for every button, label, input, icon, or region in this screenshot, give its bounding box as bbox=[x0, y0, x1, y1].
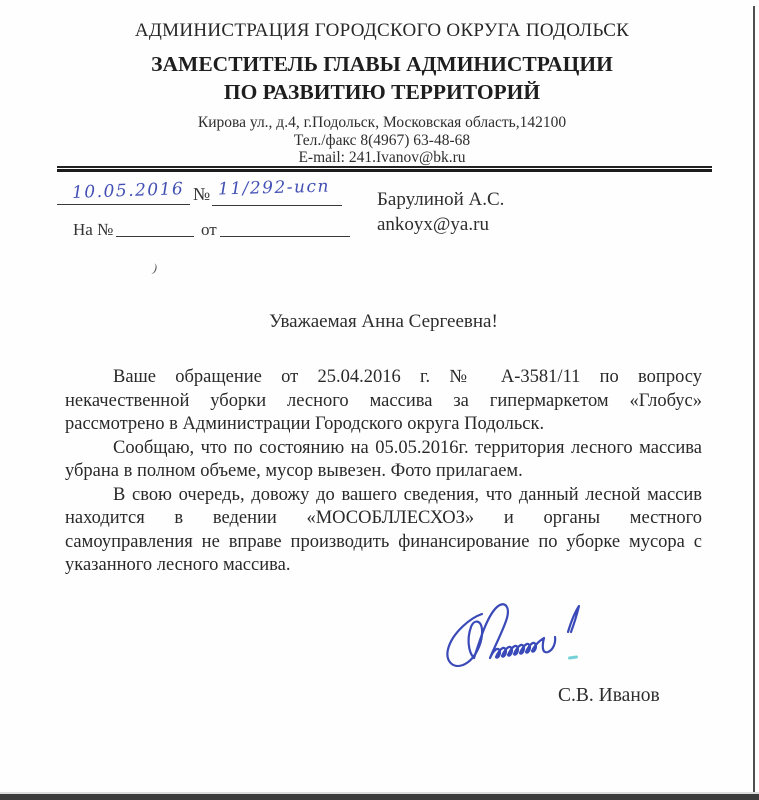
body-line: самоуправления не вправе производить финансирование по уборке мусора с bbox=[65, 531, 702, 552]
contact-block bbox=[0, 114, 759, 167]
addressee-block bbox=[377, 187, 504, 237]
email-address: E-mail: 241.Ivanov@bk.ru bbox=[298, 149, 466, 166]
body-line: некачественной уборки лесного массива за гипермаркетом «Глобус» bbox=[65, 390, 702, 411]
signature-stroke bbox=[447, 614, 482, 666]
signer-name: С.В. Иванов bbox=[558, 685, 660, 706]
number-sign-label: № bbox=[193, 184, 211, 204]
department-title bbox=[0, 51, 759, 106]
addressee-name: Барулиной А.С. bbox=[377, 189, 505, 210]
body-line: Ваше обращение от 25.04.2016 г. № А-3581/11 по вопросу bbox=[113, 367, 702, 387]
body-line: рассмотрено в Администрации Городского округа Подольск. bbox=[65, 414, 545, 434]
paragraph-2 bbox=[65, 437, 702, 484]
paragraph-3 bbox=[65, 484, 702, 578]
department-title-line1: ЗАМЕСТИТЕЛЬ ГЛАВЫ АДМИНИСТРАЦИИ bbox=[151, 52, 613, 76]
handwritten-date: 10.05.2016 bbox=[71, 179, 185, 203]
phone-fax: Тел./факс 8(4967) 63-48-68 bbox=[293, 131, 471, 149]
body-line: В свою очередь, довожу до вашего сведения, что данный лесной массив bbox=[113, 484, 702, 505]
organization-name: АДМИНИСТРАЦИЯ ГОРОДСКОГО ОКРУГА ПОДОЛЬСК bbox=[134, 20, 630, 41]
addressee-email: ankoyx@ya.ru bbox=[377, 214, 489, 235]
number-blank-line bbox=[212, 205, 342, 206]
reply-to-label: На № bbox=[73, 220, 114, 239]
divider-thick-line bbox=[57, 169, 712, 172]
body-line: Сообщаю, что по состоянию на 05.05.2016г. территория лесного массива bbox=[113, 437, 702, 458]
scan-edge-line bbox=[753, 6, 755, 800]
from-label: от bbox=[201, 220, 217, 239]
paragraph-1 bbox=[65, 366, 702, 437]
date-blank-line bbox=[57, 204, 190, 205]
divider-thin-line bbox=[57, 166, 712, 168]
body-line: убрана в полном объеме, мусор вывезен. Фото прилагаем. bbox=[65, 461, 523, 481]
ink-speck: ) bbox=[151, 260, 160, 276]
salutation: Уважаемая Анна Сергеевна! bbox=[269, 311, 498, 332]
reply-number-blank-line bbox=[116, 236, 194, 237]
letter-body bbox=[65, 366, 702, 578]
department-title-line2: ПО РАЗВИТИЮ ТЕРРИТОРИЙ bbox=[223, 79, 541, 104]
body-line: указанного лесного массива. bbox=[65, 555, 291, 575]
reply-date-blank-line bbox=[220, 236, 350, 237]
signature-stroke bbox=[568, 606, 579, 632]
header-divider bbox=[57, 166, 712, 172]
handwritten-outgoing-number: 11/292-исп bbox=[217, 176, 331, 200]
signature-image bbox=[430, 596, 585, 676]
scan-bottom-bar bbox=[0, 792, 759, 800]
postal-address: Кирова ул., д.4, г.Подольск, Московская область,142100 bbox=[197, 114, 567, 131]
signature-stroke bbox=[474, 604, 555, 658]
body-line: находится в ведении «МОСОБЛЛЕСХОЗ» и органы местного bbox=[65, 508, 702, 528]
